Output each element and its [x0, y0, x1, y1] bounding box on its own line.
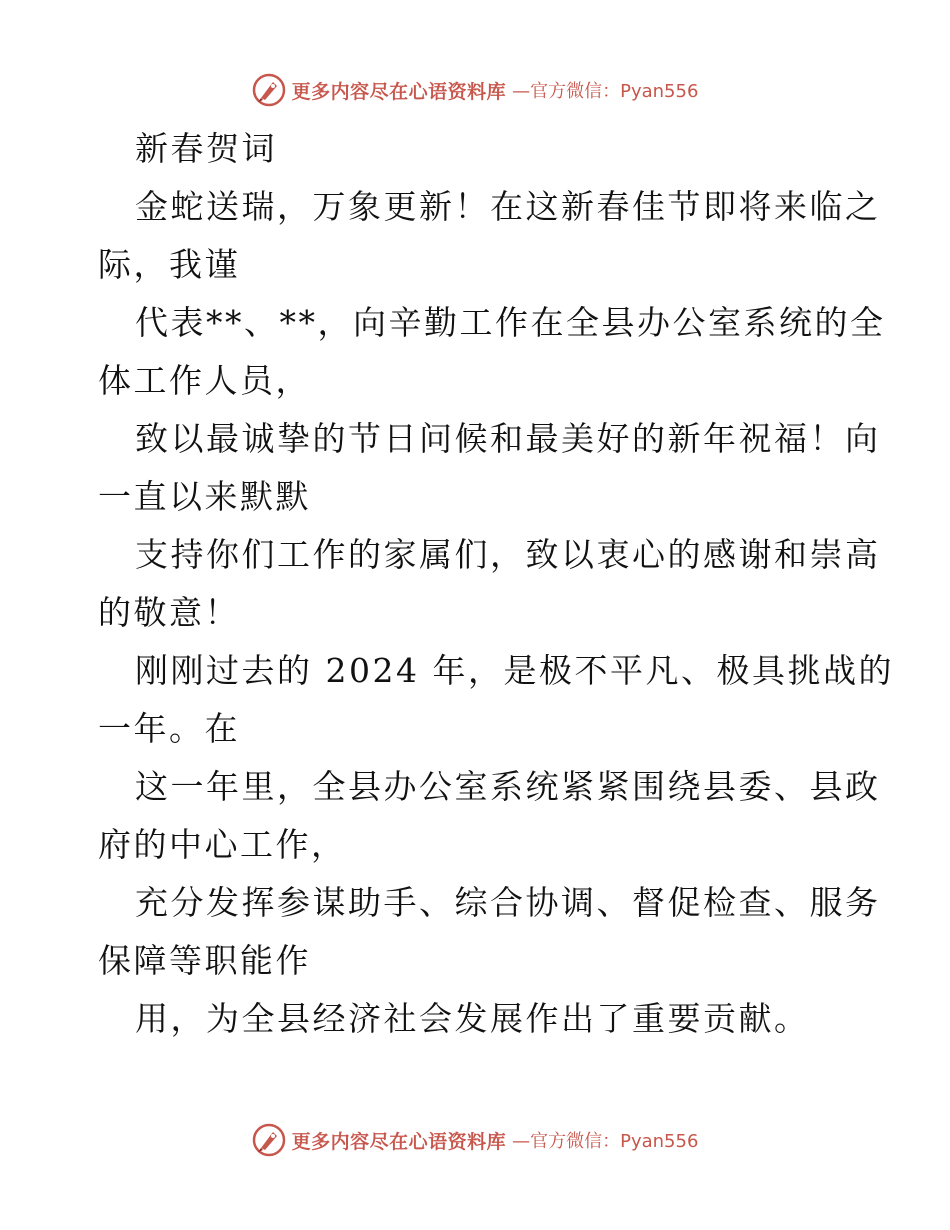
text-line: 支持你们工作的家属们，致以衷心的感谢和崇高 — [135, 535, 881, 574]
header-banner — [0, 70, 950, 110]
banner-wechat-id: Pyan556 — [620, 1131, 699, 1152]
text-line: 体工作人员， — [98, 361, 311, 400]
text-line: 一年。在 — [98, 709, 240, 748]
banner-main-text: 更多内容尽在心语资料库 — [291, 1130, 507, 1153]
banner-wechat-label: 官方微信： — [530, 81, 621, 102]
text-line: 用，为全县经济社会发展作出了重要贡献。 — [135, 999, 810, 1038]
banner-separator: — — [512, 1131, 531, 1152]
document-body — [98, 120, 894, 1048]
banner-main-text: 更多内容尽在心语资料库 — [291, 80, 507, 103]
text-line: 充分发挥参谋助手、综合协调、督促检查、服务 — [135, 883, 881, 922]
document-title: 新春贺词 — [135, 129, 277, 168]
banner-wechat-label: 官方微信： — [530, 1131, 621, 1152]
footer-banner — [0, 1120, 950, 1160]
text-line: 刚刚过去的 2024 年，是极不平凡、极具挑战的 — [135, 651, 894, 690]
banner-wechat — [512, 77, 698, 103]
text-line: 致以最诚挚的节日问候和最美好的新年祝福！向 — [135, 419, 881, 458]
text-line: 一直以来默默 — [98, 477, 311, 516]
banner-wechat-id: Pyan556 — [620, 81, 699, 102]
text-line: 保障等职能作 — [98, 941, 311, 980]
banner-wechat — [512, 1127, 698, 1153]
text-line: 府的中心工作， — [98, 825, 347, 864]
text-line: 的敬意！ — [98, 593, 240, 632]
banner-separator: — — [512, 81, 531, 102]
text-line: 金蛇送瑞，万象更新！在这新春佳节即将来临之 — [135, 187, 881, 226]
text-line: 这一年里，全县办公室系统紧紧围绕县委、县政 — [135, 767, 881, 806]
pen-nib-logo-icon — [252, 73, 286, 107]
pen-nib-logo-icon — [252, 1123, 286, 1157]
text-line: 代表**、**，向辛勤工作在全县办公室系统的全 — [135, 303, 886, 342]
text-line: 际，我谨 — [98, 245, 240, 284]
